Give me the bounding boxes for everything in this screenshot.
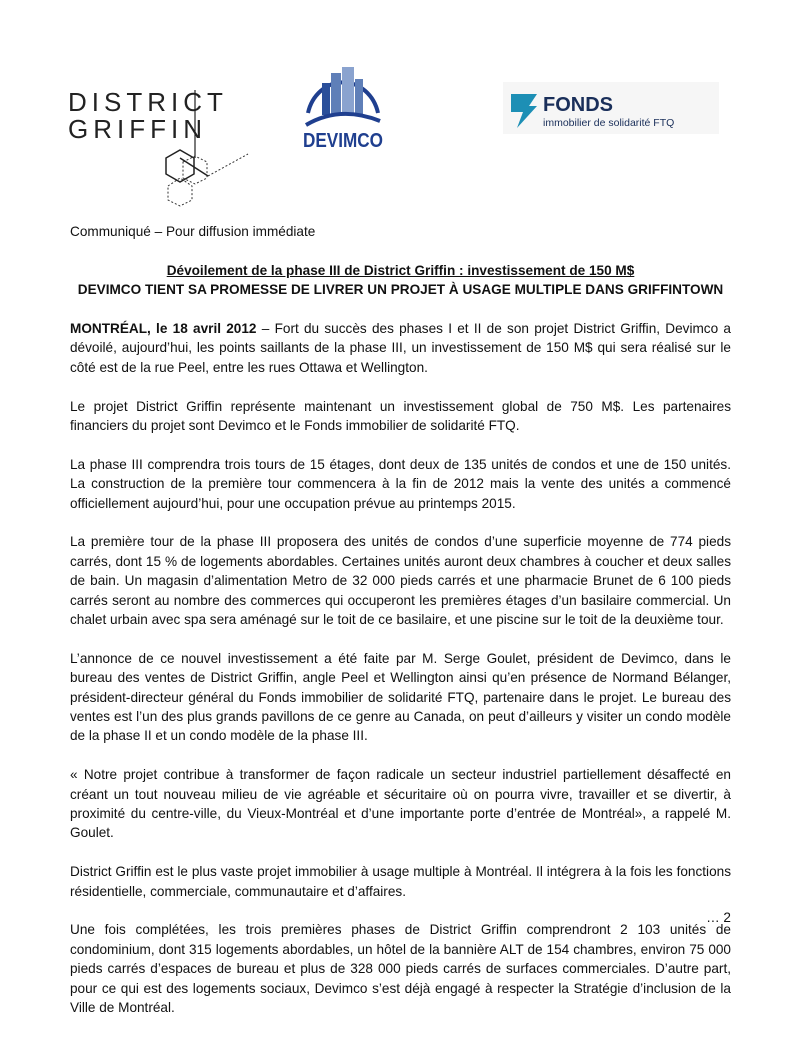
release-header: Communiqué – Pour diffusion immédiate (70, 224, 316, 239)
headline-subtitle: DEVIMCO TIENT SA PROMESSE DE LIVRER UN PROJET À USAGE MULTIPLE DANS GRIFFINTOWN (77, 282, 724, 298)
headline-title: Dévoilement de la phase III de District Griffin : investissement de 150 M$ (166, 262, 635, 278)
svg-text:immobilier de solidarité FTQ: immobilier de solidarité FTQ (543, 117, 675, 129)
svg-text:DEVIMCO: DEVIMCO (303, 130, 383, 152)
paragraph: L’annonce de ce nouvel investissement a été faite par M. Serge Goulet, président de Devimco, dans le bureau des ventes de District Griffin, angle Peel et Wellington ainsi qu’en présence de Normand Bélanger, président-directeur général du Fonds immobilier de solidarité FTQ, partenaire dans le projet. Le bureau des ventes est l’un des plus grands pavillons de ce genre au Canada, on peut d’ailleurs y visiter un condo modèle de la phase II et un condo modèle de la phase III. (70, 650, 731, 744)
dateline: MONTRÉAL, le 18 avril 2012 (70, 321, 257, 336)
district-griffin-logo (68, 88, 258, 208)
page-marker: … 2 (706, 910, 731, 925)
svg-text:FONDS: FONDS (543, 94, 613, 116)
fonds-ftq-logo (503, 82, 719, 134)
paragraph-lead: MONTRÉAL, le 18 avril 2012 – Fort du succès des phases I et II de son projet District Griffin, Devimco a dévoilé, aujourd’hui, les points saillants de la phase III, un investissement de 150 M$ qui sera réalisé sur le côté est de la rue Peel, entre les rues Ottawa et Wellington. (70, 321, 731, 375)
svg-text:GRIFFIN: GRIFFIN (68, 114, 207, 144)
press-release-body (70, 222, 731, 1037)
svg-text:DISTRICT: DISTRICT (68, 87, 228, 117)
paragraph: La phase III comprendra trois tours de 15 étages, dont deux de 135 unités de condos et une de 150 unités. La construction de la première tour commencera à la fin de 2012 mais la vente des unités a commencé officiellement aujourd’hui, pour une occupation prévue au printemps 2015. (70, 456, 731, 511)
devimco-logo (300, 55, 386, 155)
paragraph: La première tour de la phase III proposera des unités de condos d’une superficie moyenne de 774 pieds carrés, dont 15 % de logements abordables. Certaines unités auront deux chambres à coucher et deux salles de bain. Un magasin d’alimentation Metro de 32 000 pieds carrés et une pharmacie Brunet de 6 100 pieds carrés seront au nombre des commerces qui occuperont les premières étages d’un basilaire commercial. Un chalet urbain avec spa sera aménagé sur le toit de ce basilaire, et une piscine sur le toit de la deuxième tour. (70, 534, 731, 628)
paragraph: Le projet District Griffin représente maintenant un investissement global de 750 M$. Les partenaires financiers du projet sont Devimco et le Fonds immobilier de solidarité FTQ. (70, 398, 731, 434)
paragraph: Une fois complétées, les trois premières phases de District Griffin comprendront 2 103 unités de condominium, dont 315 logements abordables, un hôtel de la bannière ALT de 154 chambres, environ 75 000 pieds carrés d’espaces de bureau et plus de 328 000 pieds carrés de surfaces commerciales. D’autre part, pour ce qui est des logements sociaux, Devimco s’est déjà engagé à respecter la Stratégie d’inclusion de la Ville de Montréal. (70, 922, 731, 1016)
paragraph: « Notre projet contribue à transformer de façon radicale un secteur industriel partiellement désaffecté en créant un tout nouveau milieu de vie agréable et sécuritaire où on pourra vivre, travailler et se divertir, à proximité du centre-ville, du Vieux-Montréal et d’une importante porte d’entrée de Montréal», a rappelé M. Goulet. (70, 767, 731, 841)
paragraph: District Griffin est le plus vaste projet immobilier à usage multiple à Montréal. Il intégrera à la fois les fonctions résidentielle, commerciale, communautaire et d’affaires. (70, 864, 731, 899)
